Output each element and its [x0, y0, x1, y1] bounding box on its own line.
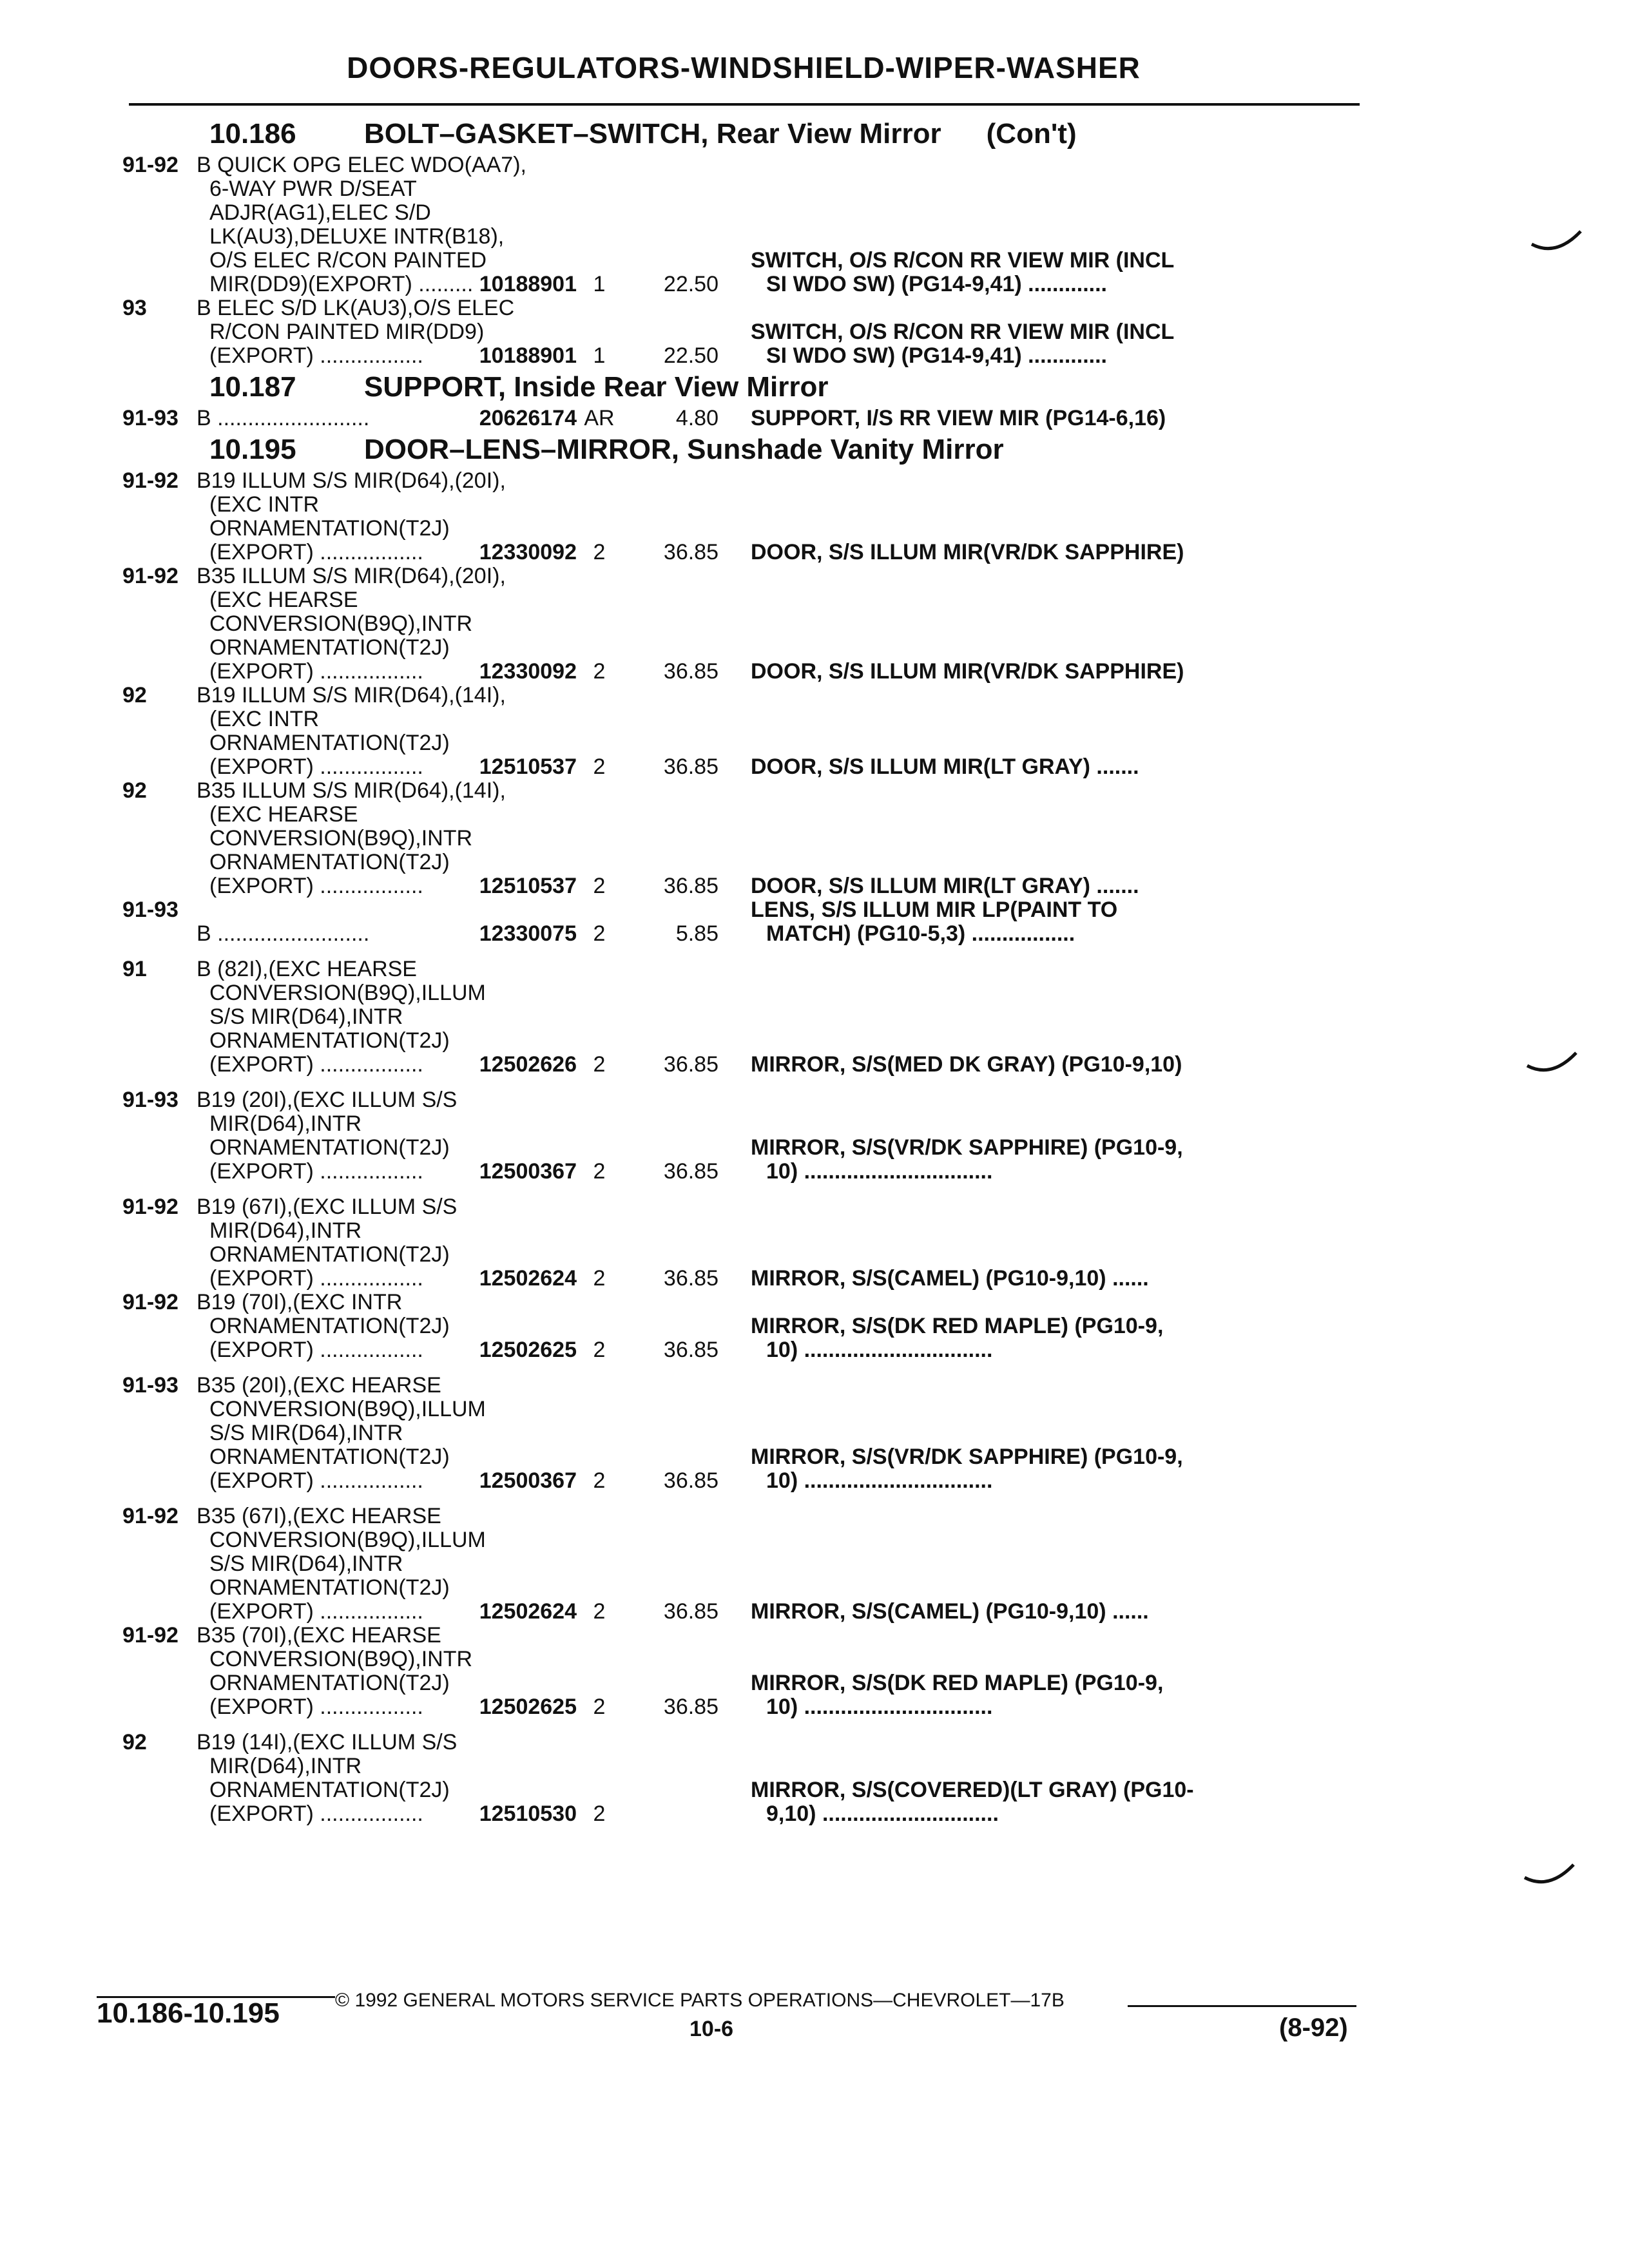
part-name-line: 10) ............................... [766, 1695, 993, 1719]
usage-line: B19 ILLUM S/S MIR(D64),(14I), [197, 683, 506, 707]
usage-line: B ELEC S/D LK(AU3),O/S ELEC [197, 296, 515, 320]
model-year: 91-92 [122, 1290, 178, 1314]
part-name [751, 1267, 1240, 1291]
usage-line: (EXPORT) ................. [209, 1266, 423, 1291]
part-number: 12502624 [479, 1266, 577, 1291]
usage-line: CONVERSION(B9Q),INTR [209, 1647, 473, 1671]
part-name [751, 1671, 1240, 1719]
usage-line: (EXPORT) ................. [209, 659, 423, 684]
usage-description [197, 1730, 458, 1826]
section-title: SUPPORT, Inside Rear View Mirror [364, 371, 829, 403]
usage-line: ORNAMENTATION(T2J) [209, 1671, 450, 1695]
part-name-line: DOOR, S/S ILLUM MIR(VR/DK SAPPHIRE) [751, 659, 1184, 684]
section-heading [209, 368, 1385, 407]
usage-line: (EXPORT) ................. [209, 1695, 423, 1719]
usage-line: B ......................... [197, 406, 370, 430]
usage-description [197, 1195, 458, 1291]
part-name [751, 1778, 1240, 1826]
price: 36.85 [663, 1052, 718, 1077]
part-name [751, 1053, 1240, 1077]
price: 36.85 [663, 754, 718, 779]
part-name-line: DOOR, S/S ILLUM MIR(LT GRAY) ....... [751, 754, 1139, 779]
model-year: 92 [122, 1730, 147, 1754]
header-rule [129, 103, 1360, 106]
part-name-line: LENS, S/S ILLUM MIR LP(PAINT TO [751, 898, 1118, 922]
usage-line: (EXPORT) ................. [209, 754, 423, 779]
quantity: 2 [593, 1266, 606, 1291]
model-year: 92 [122, 778, 147, 803]
usage-line: B19 (70I),(EXC INTR [197, 1290, 403, 1314]
usage-line: ADJR(AG1),ELEC S/D [209, 200, 431, 225]
part-entry [122, 684, 1385, 779]
usage-line: (EXPORT) ................. [209, 1802, 423, 1826]
usage-line: B ......................... [197, 921, 370, 946]
part-number: 12502624 [479, 1599, 577, 1624]
section-number: 10.195 [209, 434, 296, 465]
model-year: 91-92 [122, 1195, 178, 1219]
model-year: 91-93 [122, 898, 178, 922]
price: 36.85 [663, 1338, 718, 1362]
usage-line: CONVERSION(B9Q),ILLUM [209, 1528, 486, 1552]
page-title: DOORS-REGULATORS-WINDSHIELD-WIPER-WASHER [347, 51, 1141, 84]
parts-listing [122, 115, 1385, 1826]
model-year: 92 [122, 683, 147, 707]
footer-page-number: 10-6 [689, 2017, 734, 2041]
quantity: 2 [593, 874, 606, 898]
usage-line: ORNAMENTATION(T2J) [209, 1778, 450, 1802]
footer-revision-date: (8-92) [1279, 2013, 1348, 2042]
price: 36.85 [663, 1599, 718, 1624]
price: 36.85 [663, 1266, 718, 1291]
quantity: 2 [593, 1468, 606, 1493]
part-name [751, 320, 1240, 368]
price: 36.85 [663, 540, 718, 564]
usage-line: ORNAMENTATION(T2J) [209, 850, 450, 874]
usage-description [197, 778, 506, 898]
usage-line: B35 (67I),(EXC HEARSE [197, 1504, 441, 1528]
price: 36.85 [663, 874, 718, 898]
part-name-line: MIRROR, S/S(CAMEL) (PG10-9,10) ...... [751, 1266, 1149, 1291]
usage-line: (EXC INTR [209, 492, 319, 517]
part-number: 12502625 [479, 1695, 577, 1719]
part-number: 12330092 [479, 540, 577, 564]
part-number: 12502625 [479, 1338, 577, 1362]
usage-line: ORNAMENTATION(T2J) [209, 516, 450, 541]
usage-line: (EXC HEARSE [209, 588, 358, 612]
catalog-section [122, 430, 1385, 1826]
usage-line: CONVERSION(B9Q),INTR [209, 826, 473, 850]
quantity: 1 [593, 272, 606, 296]
price: 36.85 [663, 1468, 718, 1493]
usage-line: B35 (20I),(EXC HEARSE [197, 1373, 441, 1398]
part-entry [122, 1624, 1385, 1719]
part-name-line: DOOR, S/S ILLUM MIR(LT GRAY) ....... [751, 874, 1139, 898]
usage-line: (EXC INTR [209, 707, 319, 731]
part-name-line: 10) ............................... [766, 1338, 993, 1362]
part-name-line: MIRROR, S/S(CAMEL) (PG10-9,10) ...... [751, 1599, 1149, 1624]
usage-line: ORNAMENTATION(T2J) [209, 635, 450, 660]
model-year: 91-92 [122, 564, 178, 588]
price: 36.85 [663, 659, 718, 684]
usage-line: B19 ILLUM S/S MIR(D64),(20I), [197, 468, 506, 493]
usage-line: ORNAMENTATION(T2J) [209, 1314, 450, 1338]
part-entry [122, 296, 1385, 368]
usage-description [197, 922, 441, 946]
usage-description [197, 1290, 450, 1362]
usage-line: (EXPORT) ................. [209, 1468, 423, 1493]
usage-line: 6-WAY PWR D/SEAT [209, 177, 417, 201]
part-entry [122, 407, 1385, 430]
part-number: 12500367 [479, 1159, 577, 1184]
quantity: 2 [593, 921, 606, 946]
usage-description [197, 683, 506, 779]
usage-line: CONVERSION(B9Q),ILLUM [209, 1397, 486, 1421]
part-entry [122, 1195, 1385, 1291]
model-year: 91-92 [122, 468, 178, 493]
usage-line: CONVERSION(B9Q),INTR [209, 611, 473, 636]
part-entry [122, 469, 1385, 564]
check-mark-icon [1523, 1862, 1575, 1888]
part-entry [122, 957, 1385, 1077]
section-heading [209, 115, 1385, 153]
part-entry [122, 564, 1385, 684]
usage-line: ORNAMENTATION(T2J) [209, 1135, 450, 1160]
usage-line: B19 (20I),(EXC ILLUM S/S [197, 1088, 458, 1112]
usage-line: LK(AU3),DELUXE INTR(B18), [209, 224, 505, 249]
quantity: AR [584, 406, 615, 430]
part-entry [122, 898, 1385, 946]
footer-copyright: © 1992 GENERAL MOTORS SERVICE PARTS OPERATIONS—CHEVROLET—17B [335, 1990, 1065, 2011]
part-entry [122, 1088, 1385, 1184]
usage-line: B35 ILLUM S/S MIR(D64),(20I), [197, 564, 506, 588]
part-name [751, 249, 1240, 296]
part-name-line: MIRROR, S/S(DK RED MAPLE) (PG10-9, [751, 1671, 1164, 1695]
price: 4.80 [675, 406, 718, 430]
usage-line: (EXPORT) ................. [209, 1338, 423, 1362]
catalog-section [122, 115, 1385, 368]
section-title: BOLT–GASKET–SWITCH, Rear View Mirror [364, 118, 941, 149]
quantity: 2 [593, 1695, 606, 1719]
usage-line: MIR(DD9)(EXPORT) ......... [209, 272, 474, 296]
footer-section-range: 10.186-10.195 [97, 1997, 280, 2029]
section-number: 10.186 [209, 118, 296, 149]
price: 36.85 [663, 1695, 718, 1719]
model-year: 91-93 [122, 1373, 178, 1398]
quantity: 2 [593, 1599, 606, 1624]
part-name-line: SI WDO SW) (PG14-9,41) ............. [766, 272, 1107, 296]
section-heading [209, 430, 1385, 469]
part-entry [122, 1291, 1385, 1362]
price: 36.85 [663, 1159, 718, 1184]
price: 22.50 [663, 343, 718, 368]
footer-right-rule [1128, 2005, 1356, 2007]
part-entry [122, 779, 1385, 898]
usage-line: S/S MIR(D64),INTR [209, 1004, 403, 1029]
price: 5.85 [675, 921, 718, 946]
quantity: 2 [593, 1338, 606, 1362]
usage-line: CONVERSION(B9Q),ILLUM [209, 981, 486, 1005]
part-number: 10188901 [479, 272, 577, 296]
usage-line: (EXPORT) ................. [209, 874, 423, 898]
usage-line: ORNAMENTATION(T2J) [209, 1242, 450, 1267]
usage-line: B35 (70I),(EXC HEARSE [197, 1623, 441, 1648]
usage-line: ORNAMENTATION(T2J) [209, 1445, 450, 1469]
usage-description [197, 407, 441, 430]
quantity: 2 [593, 1802, 606, 1826]
usage-description [197, 1373, 486, 1493]
usage-line: B QUICK OPG ELEC WDO(AA7), [197, 153, 526, 177]
quantity: 2 [593, 1052, 606, 1077]
part-name [751, 541, 1240, 564]
part-entry [122, 153, 1385, 296]
quantity: 1 [593, 343, 606, 368]
model-year: 91-92 [122, 1504, 178, 1528]
quantity: 2 [593, 540, 606, 564]
part-name [751, 755, 1240, 779]
quantity: 2 [593, 1159, 606, 1184]
price: 22.50 [663, 272, 718, 296]
part-name-line: SWITCH, O/S R/CON RR VIEW MIR (INCL [751, 320, 1175, 344]
part-name-line: MIRROR, S/S(DK RED MAPLE) (PG10-9, [751, 1314, 1164, 1338]
part-name [751, 1314, 1240, 1362]
part-name [751, 407, 1240, 430]
usage-line: ORNAMENTATION(T2J) [209, 1028, 450, 1053]
model-year: 91-93 [122, 406, 178, 430]
usage-line: (EXPORT) ................. [209, 540, 423, 564]
part-name-line: SWITCH, O/S R/CON RR VIEW MIR (INCL [751, 248, 1175, 273]
section-title: DOOR–LENS–MIRROR, Sunshade Vanity Mirror [364, 434, 1004, 465]
part-name-line: MIRROR, S/S(COVERED)(LT GRAY) (PG10- [751, 1778, 1194, 1802]
part-name [751, 1600, 1240, 1624]
usage-line: B35 ILLUM S/S MIR(D64),(14I), [197, 778, 506, 803]
part-entry [122, 1504, 1385, 1624]
part-number: 12510537 [479, 874, 577, 898]
part-name [751, 898, 1240, 946]
usage-description [197, 296, 515, 368]
usage-line: (EXPORT) ................. [209, 1599, 423, 1624]
usage-line: S/S MIR(D64),INTR [209, 1421, 403, 1445]
usage-line: ORNAMENTATION(T2J) [209, 731, 450, 755]
section-continued: (Con't) [986, 118, 1077, 149]
part-name-line: DOOR, S/S ILLUM MIR(VR/DK SAPPHIRE) [751, 540, 1184, 564]
usage-line: (EXPORT) ................. [209, 1052, 423, 1077]
part-name [751, 660, 1240, 684]
usage-line: (EXPORT) ................. [209, 1159, 423, 1184]
usage-description [197, 1504, 486, 1624]
part-name-line: 9,10) ............................. [766, 1802, 999, 1826]
usage-line: (EXC HEARSE [209, 802, 358, 827]
model-year: 91 [122, 957, 147, 981]
usage-line: MIR(D64),INTR [209, 1111, 362, 1136]
part-name [751, 874, 1240, 898]
usage-line: ORNAMENTATION(T2J) [209, 1575, 450, 1600]
model-year: 91-93 [122, 1088, 178, 1112]
model-year: 93 [122, 296, 147, 320]
part-name [751, 1445, 1240, 1493]
part-number: 20626174 [479, 406, 577, 430]
part-number: 10188901 [479, 343, 577, 368]
usage-description [197, 957, 486, 1077]
usage-line: R/CON PAINTED MIR(DD9) [209, 320, 485, 344]
usage-line: MIR(D64),INTR [209, 1218, 362, 1243]
catalog-section [122, 368, 1385, 430]
usage-line: MIR(D64),INTR [209, 1754, 362, 1778]
check-mark-icon [1526, 1050, 1577, 1076]
part-name-line: MIRROR, S/S(VR/DK SAPPHIRE) (PG10-9, [751, 1135, 1183, 1160]
part-number: 12510530 [479, 1802, 577, 1826]
part-entry [122, 1731, 1385, 1826]
part-number: 12330092 [479, 659, 577, 684]
part-number: 12502626 [479, 1052, 577, 1077]
part-name-line: 10) ............................... [766, 1159, 993, 1184]
part-entry [122, 1374, 1385, 1493]
usage-description [197, 1088, 458, 1184]
usage-line: B19 (67I),(EXC ILLUM S/S [197, 1195, 458, 1219]
usage-line: O/S ELEC R/CON PAINTED [209, 248, 487, 273]
check-mark-icon [1530, 229, 1582, 255]
quantity: 2 [593, 659, 606, 684]
quantity: 2 [593, 754, 606, 779]
model-year: 91-92 [122, 153, 178, 177]
usage-description [197, 153, 526, 296]
usage-line: (EXPORT) ................. [209, 343, 423, 368]
part-number: 12510537 [479, 754, 577, 779]
usage-description [197, 1623, 473, 1719]
usage-description [197, 468, 506, 564]
part-name-line: SI WDO SW) (PG14-9,41) ............. [766, 343, 1107, 368]
part-name-line: SUPPORT, I/S RR VIEW MIR (PG14-6,16) [751, 406, 1166, 430]
part-number: 12330075 [479, 921, 577, 946]
usage-line: B19 (14I),(EXC ILLUM S/S [197, 1730, 458, 1754]
usage-line: S/S MIR(D64),INTR [209, 1552, 403, 1576]
usage-line: B (82I),(EXC HEARSE [197, 957, 417, 981]
model-year: 91-92 [122, 1623, 178, 1648]
part-name-line: MIRROR, S/S(MED DK GRAY) (PG10-9,10) [751, 1052, 1182, 1077]
part-name-line: 10) ............................... [766, 1468, 993, 1493]
part-number: 12500367 [479, 1468, 577, 1493]
part-name [751, 1136, 1240, 1184]
part-name-line: MIRROR, S/S(VR/DK SAPPHIRE) (PG10-9, [751, 1445, 1183, 1469]
usage-description [197, 564, 506, 684]
section-number: 10.187 [209, 371, 296, 403]
part-name-line: MATCH) (PG10-5,3) ................. [766, 921, 1075, 946]
